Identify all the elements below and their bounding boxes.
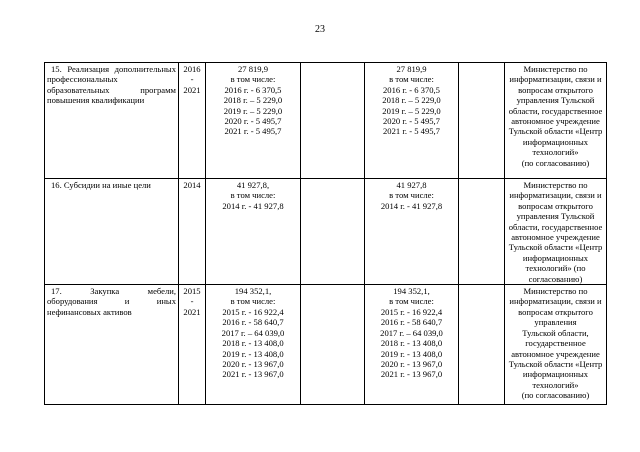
- executor-line: Министерство по: [523, 180, 588, 190]
- measure-name-line: [47, 286, 176, 296]
- executor-line: информатизации, связи и: [509, 74, 602, 85]
- regional-funding-cell: [365, 63, 459, 179]
- year-amount: 2014 г. - 41 927,8: [222, 200, 284, 211]
- executor-line: управления Тульской: [516, 95, 595, 106]
- year-amount: 2017 г. – 64 039,0: [380, 327, 443, 338]
- program-measures-table: [44, 62, 607, 405]
- period-start: 2016 -: [183, 64, 201, 85]
- executor-line: Тульской области «Центр: [508, 358, 603, 369]
- table-row: [45, 285, 607, 405]
- year-amount: 2020 г. - 13 967,0: [222, 358, 284, 369]
- empty-cell: [459, 285, 505, 405]
- executor-line: Тульской области,: [522, 327, 589, 338]
- year-amount: 2019 г. - 13 408,0: [380, 348, 443, 359]
- period-end: 2021: [183, 306, 201, 317]
- measure-name-cell: [45, 285, 179, 405]
- executor-line: области, государственное: [508, 105, 603, 116]
- executor-line: информатизации, связи и: [509, 296, 602, 307]
- executor-line: автономное учреждение: [511, 348, 600, 359]
- including-label: в том числе:: [230, 74, 276, 85]
- measure-name-word: иных: [156, 296, 176, 307]
- executor-line: технологий»: [532, 147, 579, 158]
- year-amount: 2020 г. - 13 967,0: [380, 358, 443, 369]
- empty-cell: [301, 63, 365, 179]
- executor-line: государственное: [525, 338, 586, 349]
- executor-cell: [505, 179, 607, 285]
- table-row: [45, 63, 607, 179]
- executor-line: технологий» (по: [525, 263, 586, 274]
- executor-line: информатизации, связи и: [509, 190, 602, 201]
- including-label: в том числе:: [389, 296, 434, 307]
- measure-name-word: мебели,: [147, 286, 176, 297]
- executor-cell: [505, 63, 607, 179]
- executor-line: автономное учреждение: [511, 232, 600, 243]
- executor-line: вопросам открытого: [518, 306, 593, 317]
- regional-sum: 27 819,9: [396, 64, 427, 74]
- year-amount: 2020 г. - 5 495,7: [383, 116, 440, 127]
- executor-line: согласованию): [528, 273, 583, 284]
- year-amount: 2018 г. - 13 408,0: [380, 338, 443, 349]
- measure-name-word: 17.: [51, 286, 62, 297]
- executor-line: области, государственное: [508, 221, 603, 232]
- page-number: 23: [315, 24, 325, 35]
- year-amount: 2015 г. - 16 922,4: [222, 306, 284, 317]
- empty-cell: [459, 63, 505, 179]
- measure-name: 16. Субсидии на иные цели: [51, 180, 151, 190]
- executor-line: вопросам открытого: [518, 200, 593, 211]
- including-label: в том числе:: [230, 296, 276, 307]
- total-sum: 27 819,9: [237, 64, 269, 74]
- period-cell: [179, 63, 206, 179]
- executor-line: Тульской области «Центр: [508, 242, 603, 253]
- year-amount: 2019 г. – 5 229,0: [382, 105, 441, 116]
- executor-line: Тульской области «Центр: [508, 126, 603, 137]
- executor-line: информационных: [522, 369, 589, 380]
- empty-cell: [301, 179, 365, 285]
- executor-line: технологий»: [532, 379, 579, 390]
- year-amount: 2018 г. – 5 229,0: [223, 95, 283, 106]
- measure-name-cell: [45, 63, 179, 179]
- period-year: 2014: [183, 180, 201, 190]
- year-amount: 2021 г. - 5 495,7: [224, 126, 282, 137]
- executor-line: Министерство по: [523, 286, 588, 297]
- measure-name-cell: [45, 179, 179, 285]
- year-amount: 2018 г. - 13 408,0: [222, 338, 284, 349]
- measure-name-line: [47, 296, 176, 306]
- total-funding-cell: [206, 63, 301, 179]
- year-amount: 2020 г. - 5 495,7: [224, 116, 282, 127]
- executor-cell: [505, 285, 607, 405]
- year-amount: 2016 г. - 58 640,7: [222, 317, 284, 328]
- total-sum: 194 352,1,: [234, 286, 272, 297]
- total-funding-cell: [206, 285, 301, 405]
- executor-line: (по согласованию): [521, 157, 590, 168]
- year-amount: 2019 г. - 13 408,0: [222, 348, 284, 359]
- period-end: 2021: [183, 84, 201, 95]
- executor-line: управления: [534, 317, 577, 328]
- executor-line: информационных: [522, 136, 589, 147]
- year-amount: 2016 г. - 6 370,5: [383, 84, 440, 95]
- regional-funding-cell: [365, 285, 459, 405]
- executor-line: автономное учреждение: [511, 116, 600, 127]
- measure-name-word: и: [124, 296, 130, 307]
- year-amount: 2021 г. - 13 967,0: [380, 369, 443, 380]
- executor-line: вопросам открытого: [518, 84, 593, 95]
- executor-line: Министерство по: [523, 64, 588, 74]
- empty-cell: [459, 179, 505, 285]
- measure-name-line: нефинансовых активов: [47, 306, 132, 317]
- year-amount: 2021 г. - 5 495,7: [383, 126, 440, 137]
- year-amount: 2015 г. - 16 922,4: [380, 306, 443, 317]
- executor-line: (по согласованию): [521, 390, 590, 401]
- year-amount: 2016 г. - 58 640,7: [380, 317, 443, 328]
- year-amount: 2021 г. - 13 967,0: [222, 369, 284, 380]
- measure-name-word: оборудования: [47, 296, 98, 307]
- period-cell: [179, 285, 206, 405]
- executor-line: информационных: [522, 252, 589, 263]
- total-funding-cell: [206, 179, 301, 285]
- including-label: в том числе:: [230, 190, 276, 201]
- year-amount: 2018 г. – 5 229,0: [382, 95, 441, 106]
- regional-funding-cell: [365, 179, 459, 285]
- year-amount: 2017 г. – 64 039,0: [221, 327, 285, 338]
- including-label: в том числе:: [389, 190, 434, 201]
- table-row: [45, 179, 607, 285]
- regional-sum: 194 352,1,: [393, 286, 430, 297]
- year-amount: 2014 г. - 41 927,8: [380, 200, 443, 211]
- period-cell: [179, 179, 206, 285]
- year-amount: 2016 г. - 6 370,5: [224, 84, 282, 95]
- period-start: 2015 -: [183, 286, 201, 307]
- empty-cell: [301, 285, 365, 405]
- measure-name-word: Закупка: [90, 286, 120, 297]
- executor-line: управления Тульской: [516, 211, 595, 222]
- including-label: в том числе:: [389, 74, 434, 85]
- year-amount: 2019 г. – 5 229,0: [223, 105, 283, 116]
- measure-name: 15. Реализация дополнительных профессиональных образовательных программ повышения квалификации: [47, 64, 176, 106]
- total-sum: 41 927,8,: [236, 180, 270, 190]
- regional-sum: 41 927,8: [396, 180, 427, 190]
